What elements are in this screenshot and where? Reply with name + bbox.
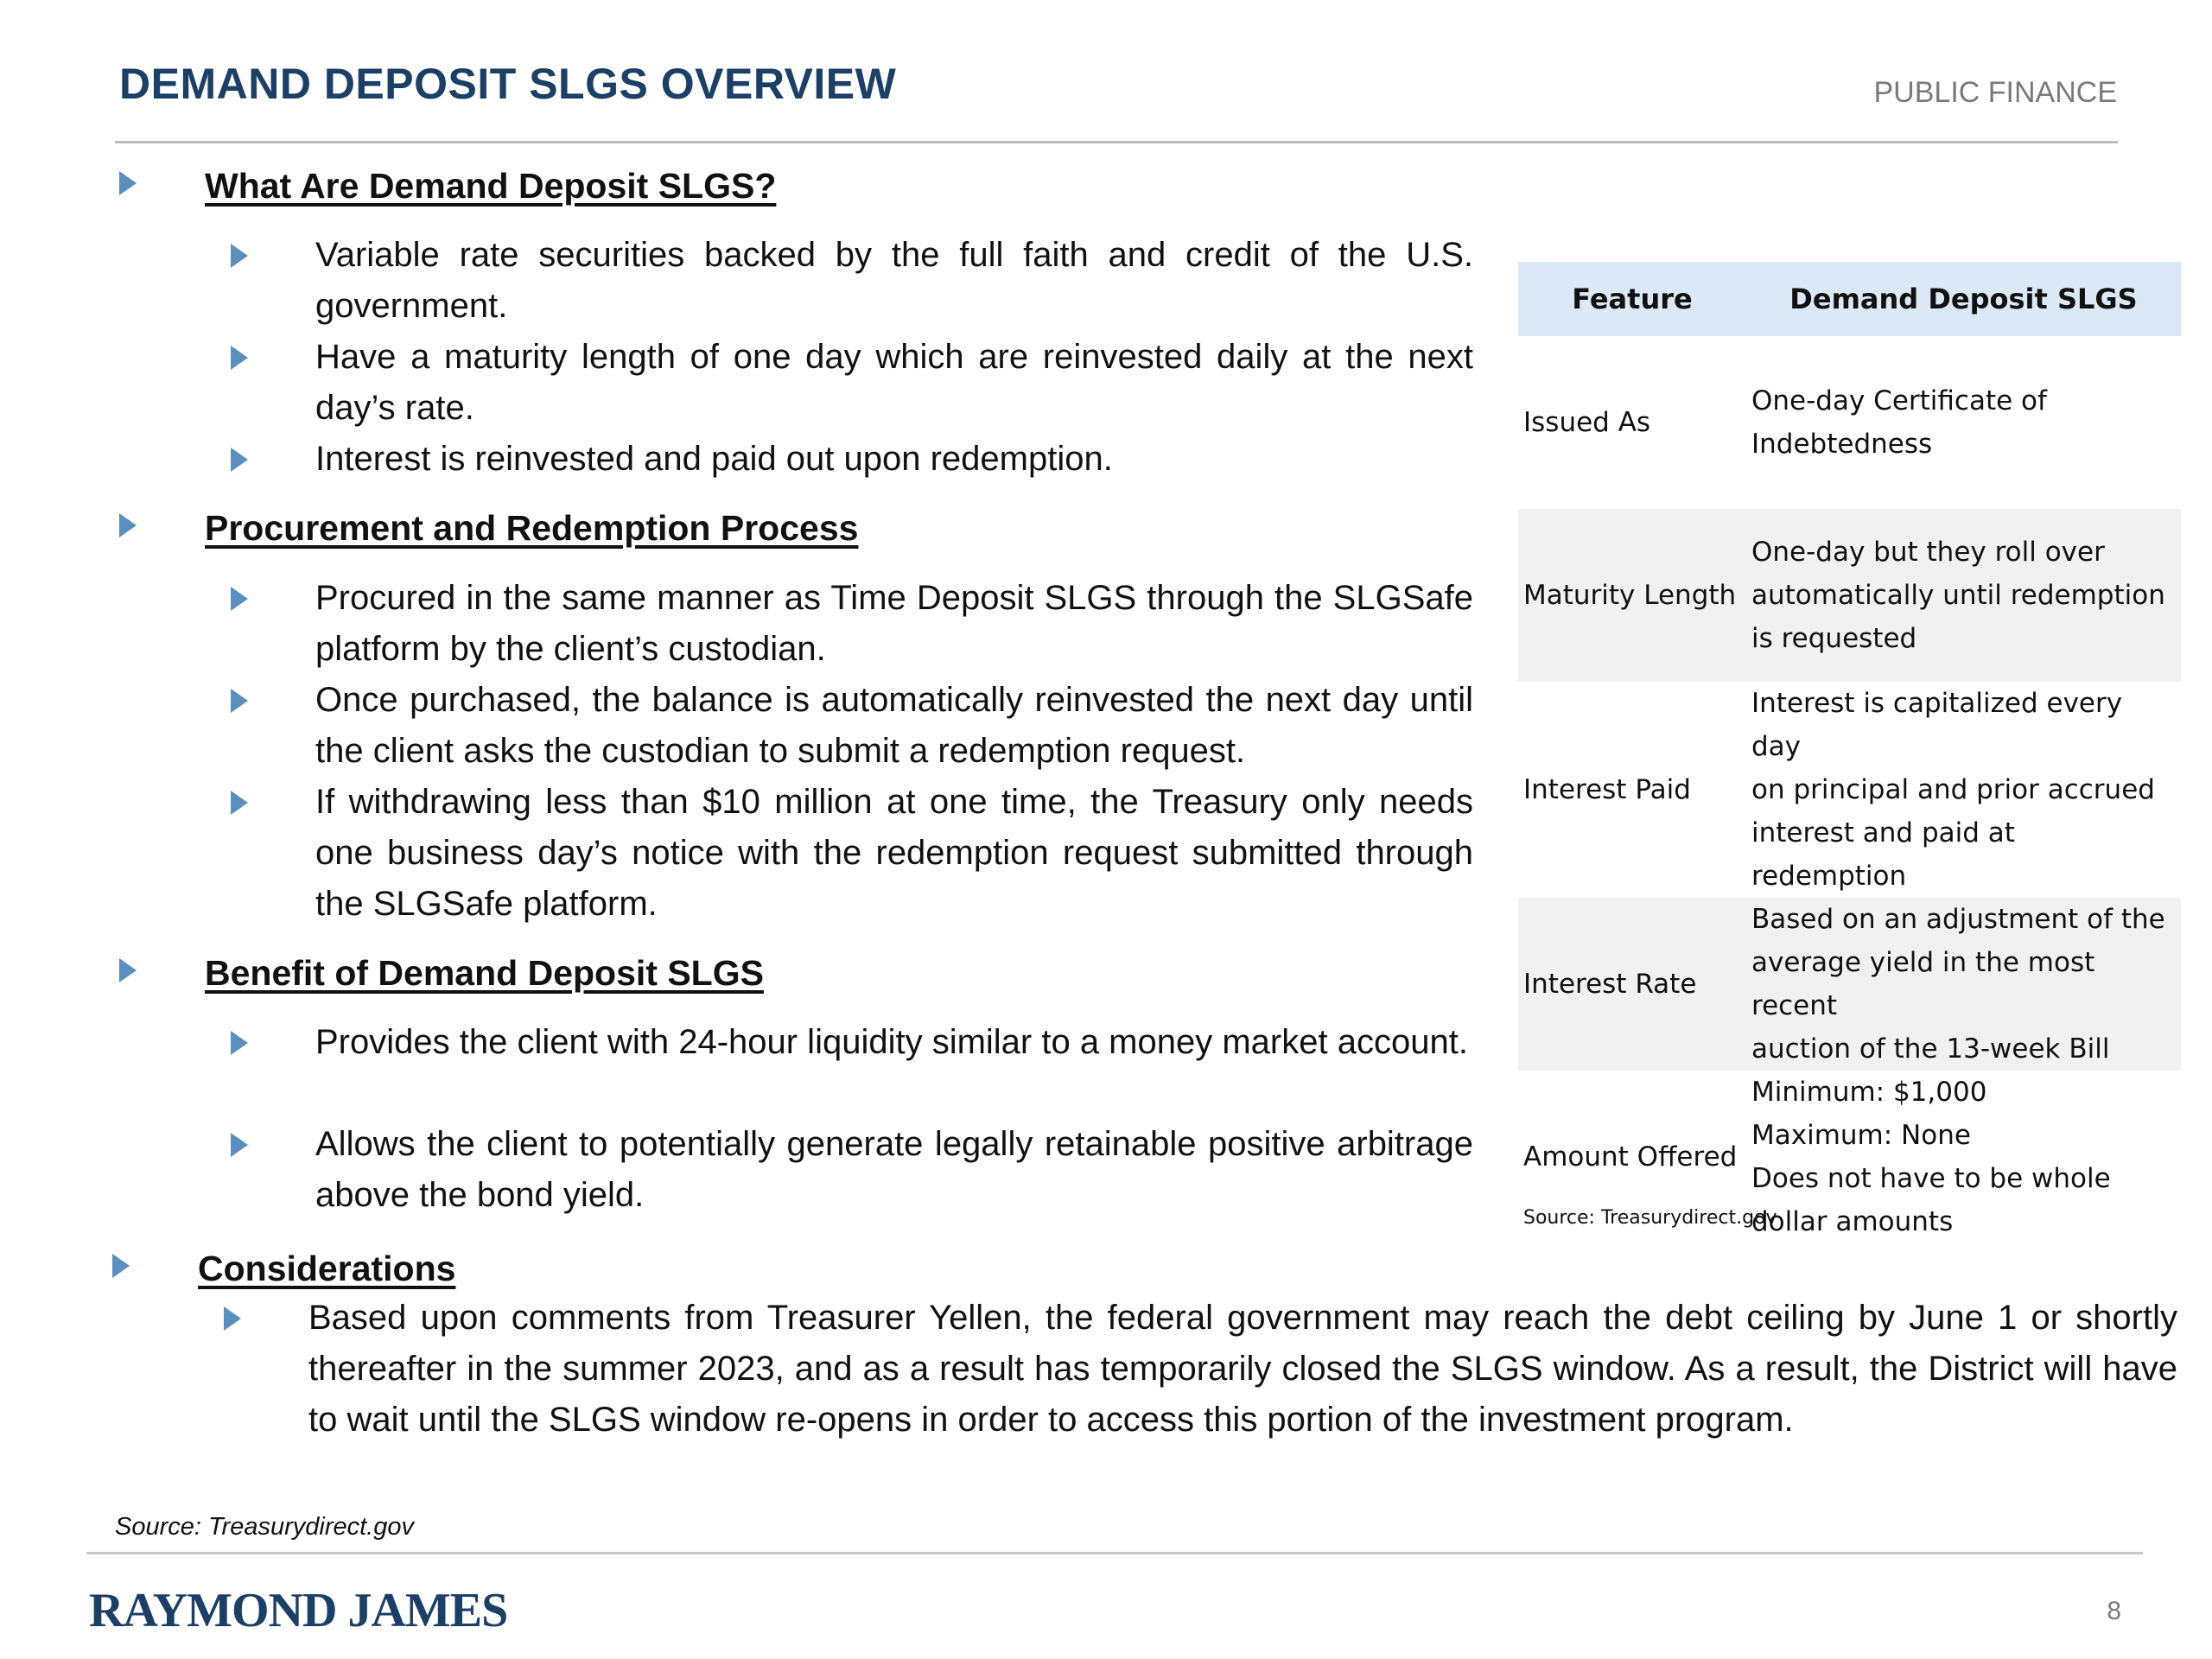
- table-source: Source: Treasurydirect.gov: [1523, 1207, 1777, 1229]
- description-line: Interest is capitalized every day: [1751, 688, 2123, 762]
- description-line: One-day but they roll over: [1751, 537, 2105, 568]
- table-cell-description: [1746, 509, 2181, 682]
- bullet-text: Allows the client to potentially generate legally retainable positive arbitrage above the bond yield.: [315, 1125, 1473, 1214]
- triangle-bullet-icon: [231, 791, 248, 815]
- description-line: average yield in the most recent: [1751, 947, 2095, 1021]
- page-number: 8: [2107, 1597, 2121, 1625]
- triangle-bullet-icon: [231, 244, 248, 268]
- table-row: [1518, 898, 2181, 1071]
- table-row: [1518, 336, 2181, 509]
- table-cell-feature: Interest Paid: [1523, 774, 1691, 805]
- bullet-text: Based upon comments from Treasurer Yellen, the federal government may reach the debt ceiling by June 1 or shortly thereafter in the summer 2023, and as a result has temporarily closed the SLGS window. As a result, the District will have to wait until the SLGS window re-opens in order to access this portion of the investment program.: [308, 1299, 2177, 1439]
- company-logo: RAYMOND JAMES: [89, 1584, 508, 1637]
- bullet-text: Interest is reinvested and paid out upon redemption.: [315, 440, 1113, 478]
- footer-divider: [86, 1552, 2143, 1554]
- description-line: on principal and prior accrued: [1751, 774, 2155, 805]
- description-line: interest and paid at redemption: [1751, 817, 2015, 892]
- section-heading-what: What Are Demand Deposit SLGS?: [205, 166, 777, 206]
- bullet-text: If withdrawing less than $10 million at one time, the Treasury only needs one business day’s notice with the redemption request submitted through the SLGSafe platform.: [315, 783, 1473, 923]
- description-line: is requested: [1751, 623, 1917, 654]
- section-heading-benefit: Benefit of Demand Deposit SLGS: [205, 953, 764, 993]
- bullet-text: Once purchased, the balance is automatically reinvested the next day until the client asks the custodian to submit a redemption request.: [315, 681, 1473, 770]
- feature-table: [1518, 262, 2181, 1243]
- table-cell-description: [1746, 1071, 2181, 1243]
- bullet-text: Have a maturity length of one day which are reinvested daily at the next day’s rate.: [315, 338, 1473, 427]
- triangle-bullet-icon: [231, 587, 248, 611]
- table-row: [1518, 682, 2181, 898]
- bullet-text: Procured in the same manner as Time Deposit SLGS through the SLGSafe platform by the client’s custodian.: [315, 579, 1473, 668]
- triangle-bullet-icon: [231, 1133, 248, 1157]
- triangle-bullet-icon: [112, 1254, 130, 1278]
- description-line: automatically until redemption: [1751, 580, 2165, 611]
- section-heading-procurement: Procurement and Redemption Process: [205, 508, 859, 548]
- description-line: auction of the 13-week Bill: [1751, 1033, 2110, 1065]
- triangle-bullet-icon: [231, 346, 248, 370]
- triangle-bullet-icon: [224, 1306, 241, 1331]
- triangle-bullet-icon: [231, 689, 248, 713]
- triangle-bullet-icon: [231, 448, 248, 472]
- table-cell-description: [1746, 898, 2181, 1071]
- table-cell-feature: Amount Offered: [1523, 1141, 1738, 1173]
- header-divider: [115, 141, 2118, 143]
- table-cell-feature: Interest Rate: [1518, 898, 1746, 1071]
- description-line: One-day Certificate of: [1751, 385, 2047, 416]
- triangle-bullet-icon: [119, 171, 137, 195]
- table-header-slgs: Demand Deposit SLGS: [1746, 262, 2181, 336]
- description-line: Based on an adjustment of the: [1751, 904, 2165, 935]
- triangle-bullet-icon: [119, 513, 137, 537]
- triangle-bullet-icon: [119, 958, 137, 982]
- description-line: Minimum: $1,000: [1751, 1077, 1987, 1108]
- triangle-bullet-icon: [231, 1031, 248, 1055]
- page-title: DEMAND DEPOSIT SLGS OVERVIEW: [119, 60, 897, 108]
- description-line: dollar amounts: [1751, 1206, 1954, 1237]
- footer-source: Source: Treasurydirect.gov: [115, 1513, 414, 1541]
- section-heading-considerations: Considerations: [198, 1249, 456, 1288]
- description-line: Indebtedness: [1751, 429, 1933, 460]
- table-cell-feature: Issued As: [1523, 407, 1651, 438]
- table-cell-description: [1746, 682, 2181, 898]
- table-cell-description: [1746, 336, 2181, 509]
- description-line: Maximum: None: [1751, 1120, 1971, 1151]
- division-label: PUBLIC FINANCE: [1873, 76, 2117, 109]
- bullet-text: Variable rate securities backed by the full faith and credit of the U.S. government.: [315, 236, 1473, 325]
- table-cell-feature: Maturity Length: [1518, 509, 1746, 682]
- bullet-text: Provides the client with 24-hour liquidity similar to a money market account.: [315, 1023, 1468, 1061]
- description-line: Does not have to be whole: [1751, 1163, 2111, 1194]
- table-row: [1518, 509, 2181, 682]
- table-header-feature: Feature: [1518, 262, 1746, 336]
